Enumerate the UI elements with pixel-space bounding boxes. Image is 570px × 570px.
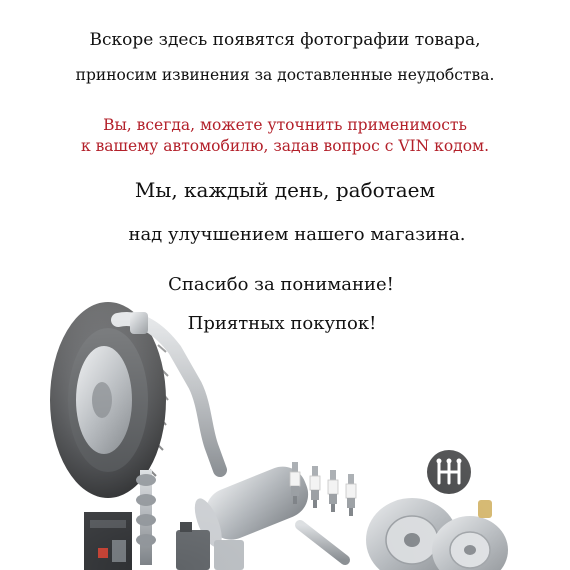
notice-line-3: Мы, каждый день, работаем xyxy=(134,178,436,202)
vin-notice-line-1: Вы, всегда, можете уточнить применимость xyxy=(103,116,467,134)
thanks-text: Спасибо за понимание! xyxy=(168,274,394,295)
wish-text: Приятных покупок! xyxy=(187,313,377,334)
notice-line-1: Вскоре здесь появятся фотографии товара, xyxy=(89,30,481,50)
vin-notice-line-2: к вашему автомобилю, задав вопрос с VIN кодом. xyxy=(80,137,490,155)
notice-line-4: над улучшением нашего магазина. xyxy=(128,224,466,245)
notice-line-2: приносим извинения за доставленные неудобства. xyxy=(75,66,495,84)
